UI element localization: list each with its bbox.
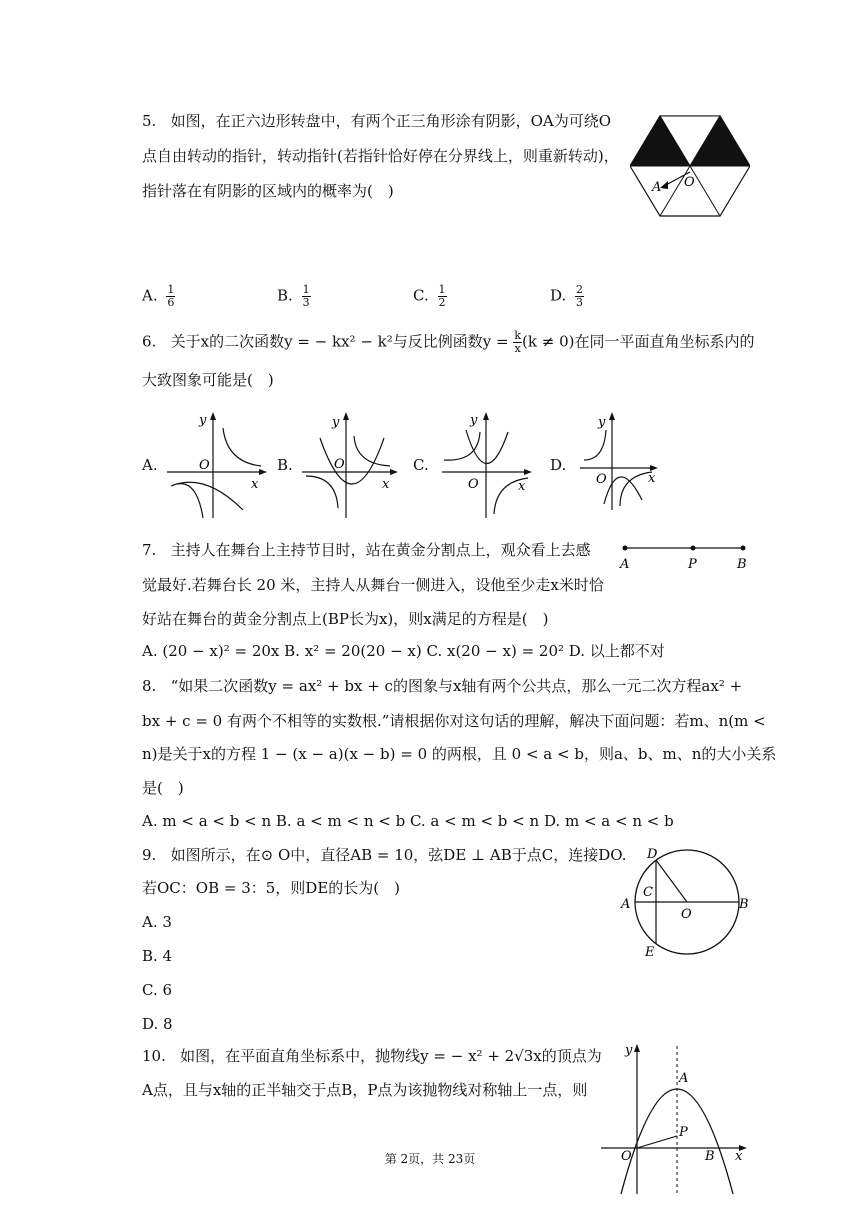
q9-number: 9. — [142, 846, 157, 864]
q10-line2: A点，且与x轴的正半轴交于点B，P点为该抛物线对称轴上一点，则 — [142, 1081, 588, 1099]
q6c-y-label: y — [470, 413, 478, 428]
q5-option-c-den: 2 — [438, 296, 446, 309]
q6-option-a-label: A. — [142, 456, 158, 474]
q7-label-p: P — [688, 557, 697, 572]
q5-line2: 点自由转动的指针，转动指针(若指针恰好停在分界线上，则重新转动)， — [142, 147, 619, 165]
q6-frac-num: k — [514, 329, 522, 342]
q9-text-1: 如图所示，在⊙ O中，直径AB = 10，弦DE ⊥ AB于点C，连接DO. — [170, 846, 627, 864]
q6-graph-c — [438, 410, 543, 522]
q6-line2: 大致图象可能是( ) — [142, 371, 274, 389]
q6-option-d-label: D. — [550, 456, 567, 474]
q6c-x-label: x — [518, 479, 526, 494]
q5-line1 — [142, 111, 611, 131]
q9-label-d: D — [647, 847, 658, 862]
q6d-o-label: O — [596, 472, 607, 487]
q5-option-d — [550, 284, 584, 309]
q5-hexagon-figure — [630, 110, 750, 220]
q5-option-b-frac — [302, 284, 311, 309]
q5-option-b-label: B. — [277, 286, 293, 305]
q5-option-d-frac — [575, 284, 584, 309]
q6a-x-label: x — [251, 477, 259, 492]
q5-option-a-label: A. — [142, 286, 158, 305]
q8-line1 — [142, 676, 742, 696]
q10-label-o: O — [621, 1149, 632, 1164]
q5-option-c-frac — [438, 284, 447, 309]
q6-line1 — [142, 330, 754, 355]
q7-label-b: B — [737, 557, 747, 572]
q6d-y-label: y — [598, 415, 606, 430]
q9-line2: 若OC：OB = 3：5，则DE的长为( ) — [142, 879, 400, 897]
q7-line2: 觉最好.若舞台长 20 米，主持人从舞台一侧进入，设他至少走x米时恰 — [142, 576, 604, 594]
q5-label-a: A — [652, 180, 662, 195]
q7-label-a: A — [620, 557, 630, 572]
q5-option-d-den: 3 — [576, 296, 584, 309]
q5-option-a — [142, 284, 175, 309]
q9-label-b: B — [739, 897, 749, 912]
q10-label-a: A — [679, 1071, 689, 1086]
q5-line3: 指针落在有阴影的区域内的概率为( ) — [142, 182, 394, 200]
q9-label-o: O — [681, 907, 692, 922]
q6-number: 6. — [142, 332, 157, 351]
q9-option-c: C. 6 — [142, 981, 173, 999]
q6a-o-label: O — [199, 458, 210, 473]
q6a-y-label: y — [199, 413, 207, 428]
q9-label-e: E — [645, 945, 655, 960]
q5-option-c-num: 1 — [438, 283, 446, 296]
q5-option-a-frac — [166, 284, 175, 309]
q6b-x-label: x — [382, 477, 390, 492]
q8-line3: n)是关于x的方程 1 − (x − a)(x − b) = 0 的两根，且 0 < a < b，则a、b、m、n的大小关系 — [142, 745, 777, 763]
q10-parabola-figure — [595, 1040, 755, 1196]
q9-option-a: A. 3 — [142, 913, 172, 931]
q9-option-d: D. 8 — [142, 1015, 173, 1033]
q7-line3: 好站在舞台的黄金分割点上(BP长为x)，则x满足的方程是( ) — [142, 610, 549, 628]
q6b-o-label: O — [334, 457, 345, 472]
q7-options: A. (20 − x)² = 20x B. x² = 20(20 − x) C. x(20 − x) = 20² D. 以上都不对 — [142, 642, 665, 660]
q8-options: A. m < a < b < n B. a < m < n < b C. a < m < b < n D. m < a < n < b — [142, 812, 674, 830]
q7-number: 7. — [142, 541, 157, 559]
q6-option-b-label: B. — [277, 456, 293, 474]
q5-option-c-label: C. — [413, 286, 429, 305]
q8-number: 8. — [142, 677, 157, 695]
q5-option-a-num: 1 — [167, 283, 175, 296]
q5-text-1: 如图，在正六边形转盘中，有两个正三角形涂有阴影，OA为可绕O — [170, 112, 612, 130]
q5-option-b — [277, 284, 311, 309]
q6-graph-b — [298, 410, 403, 522]
q7-text-1: 主持人在舞台上主持节目时，站在黄金分割点上，观众看上去感 — [170, 541, 591, 559]
q7-line1 — [142, 540, 591, 560]
q10-label-y: y — [625, 1043, 633, 1058]
q10-label-b: B — [705, 1149, 715, 1164]
q9-line1 — [142, 845, 626, 865]
q6-frac-den: x — [514, 342, 521, 355]
q5-option-d-num: 2 — [576, 283, 584, 296]
q5-number: 5. — [142, 112, 157, 130]
q6-frac — [513, 330, 522, 355]
q5-option-b-num: 1 — [302, 283, 310, 296]
q9-label-a: A — [621, 897, 631, 912]
q6-graph-a — [165, 410, 270, 522]
q9-label-c: C — [643, 885, 653, 900]
q8-text-1: “如果二次函数y = ax² + bx + c的图象与x轴有两个公共点，那么一元二次方程ax² + — [170, 677, 743, 695]
q8-line2: bx + c = 0 有两个不相等的实数根.”请根据你对这句话的理解，解决下面问题：若m、n(m < — [142, 712, 766, 730]
q10-label-p: P — [679, 1125, 688, 1140]
q6b-y-label: y — [332, 415, 340, 430]
q6d-x-label: x — [648, 471, 656, 486]
q10-line1 — [142, 1046, 602, 1066]
q10-number: 10. — [142, 1047, 166, 1065]
q7-segment-figure — [615, 540, 755, 574]
q9-circle-figure — [615, 840, 755, 960]
q6-text-1a: 关于x的二次函数y = − kx² − k²与反比例函数y = — [170, 332, 514, 351]
q9-option-b: B. 4 — [142, 947, 173, 965]
q6c-o-label: O — [468, 477, 479, 492]
q10-label-x: x — [735, 1149, 743, 1164]
q6-option-c-label: C. — [413, 456, 429, 474]
q5-option-c — [413, 284, 447, 309]
q6-text-1b: (k ≠ 0)在同一平面直角坐标系内的 — [522, 332, 755, 351]
q5-option-d-label: D. — [550, 286, 567, 305]
q5-option-a-den: 6 — [167, 296, 175, 309]
q5-label-o: O — [684, 175, 695, 190]
q8-line4: 是( ) — [142, 779, 184, 797]
q5-option-b-den: 3 — [302, 296, 310, 309]
page-footer: 第 2页，共 23页 — [384, 1152, 476, 1166]
q10-text-1: 如图，在平面直角坐标系中，抛物线y = − x² + 2√3x的顶点为 — [180, 1047, 602, 1065]
q6-graph-d — [576, 410, 676, 514]
